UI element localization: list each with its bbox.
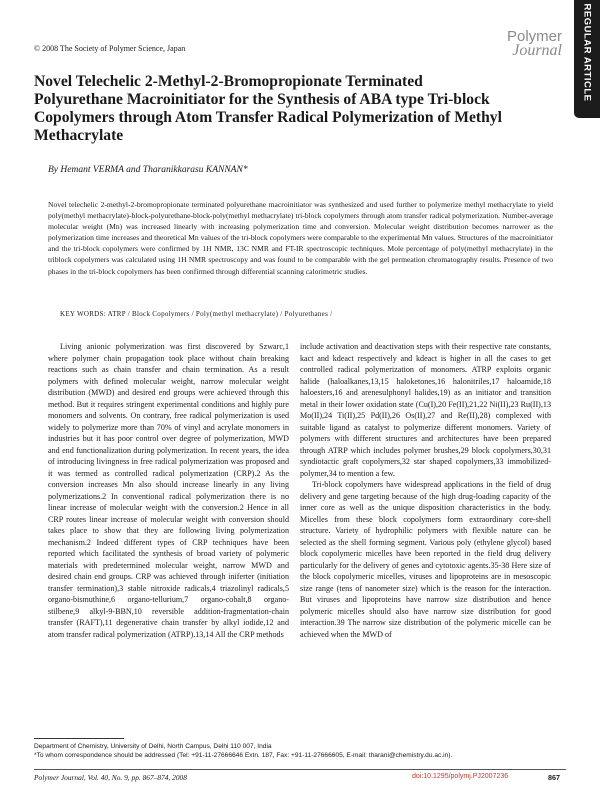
correspondence-note: *To whom correspondence should be addressed (Tel: +91-11-27666646 Extn. 187, Fax: +91-11-27666605, E-mail: tharani@chemistry.du.ac.in).	[34, 752, 453, 759]
section-tab	[574, 0, 600, 118]
footnote	[34, 742, 554, 760]
logo-line-1: Polymer	[506, 28, 562, 45]
page-number: 867	[548, 773, 560, 782]
body-column-left	[48, 341, 289, 640]
author-line: By Hemant VERMA and Tharanikkarasu KANNAN*	[48, 165, 248, 175]
body-paragraph: Tri-block copolymers have widespread applications in the field of drug delivery and gene targeting because of the high drug-loading capacity of the inner core as well as the unique disposition characteristics in the body. Micelles from these block copolymers form extraordinary core-shell structure. Variety of hydrophilic polymers with flexible nature can be selected as the shell forming segment. Various poly (ethylene glycol) based block copolymeric micelles have been reported in the field drug delivery particularly for the delivery of genes and cytotoxic agents.35-38 Here size of the block copolymeric micelles, viruses and lipoproteins are in mesoscopic size range (tens of nanometer size) which is the reason for the interaction. But viruses and lipoproteins have narrow size distribution and hence polymeric micelles should also have narrow size distribution for good interaction.39 The narrow size distribution of the polymeric micelle can be achieved when the MWD of	[300, 480, 551, 639]
section-tab-label: REGULAR ARTICLE	[581, 3, 593, 102]
journal-logo	[492, 30, 562, 58]
abstract: Novel telechelic 2-methyl-2-bromopropionate terminated polyurethane macroinitiator was synthesized and used further to polymerize methyl methacrylate to yield poly(methyl methacrylate)-block-polyurethane-block-poly(methyl methacrylate) tri-block copolymers through atom transfer radical polymerization. Number-average molecular weight (Mn) was increased linearly with increasing polymerization time and conversion. Molecular weight distribution becomes narrower as the polymerization time increases and theoretical Mn values of the tri-block copolymers were comparable to the experimental Mn values. Structures of the macroinitiator and the tri-block copolymers were confirmed by 1H NMR, 13C NMR and FT-IR spectroscopic techniques. Mole percentage of poly(methyl methacrylate) in the triblock copolymers was calculated using 1H NMR spectroscopy and was found to be comparable with the gel permeation chromatography results. Presence of two phases in the tri-block copolymers has been confirmed through differential scanning calorimetric studies.	[48, 200, 553, 276]
footnote-divider	[34, 738, 124, 739]
doi-link[interactable]: doi:10.1295/polymj.PJ2007236	[412, 773, 509, 780]
journal-citation: Polymer Journal, Vol. 40, No. 9, pp. 867–874, 2008	[34, 773, 187, 782]
keywords: KEY WORDS: ATRP / Block Copolymers / Poly(methyl methacrylate) / Polyurethanes /	[60, 310, 333, 318]
footer-divider	[34, 769, 566, 770]
body-paragraph: Living anionic polymerization was first discovered by Szwarc,1 where polymer chain propagation took place without chain breaking reactions such as chain transfer and chain termination. As a result polymers with defined molecular weight, narrow molecular weight distribution (MWD) and desired end groups were achieved through this method. But it requires stringent experimental conditions and highly pure monomers and solvents. On contrary, free radical polymerization is used widely to polymerize more than 70% of vinyl and acrylate monomers in industries but it has poor control over degree of polymerization, MWD and end functionalization during polymerization. In recent years, the idea of introducing livingness in free radical polymerization was proposed and it was termed as controlled radical polymerization (CRP).2 As the conversion increases Mn also should increase linearly in any living polymerizations.2 In conventional radical polymerization there is no linear increase of molecular weight with the conversion.2 Hence in all CRP routes linear increase of molecular weight with conversion should takes place to show that they are following living polymerization mechanism.2 Indeed different types of CRP techniques have been reported which facilitated the synthesis of broad variety of polymeric materials with predetermined molecular weight, narrow MWD and desired chain end groups. CRP was achieved through iniferter (initiation transfer termination),3 stable nitroxide radicals,4 triazolinyl radicals,5 organo-bismuthine,6 organo-tellurium,7 organo-cobalt,8 organo-stilbene,9 alkyl-9-BBN,10 reversible addition-fragmentation-chain transfer (RAFT),11 degenerative chain transfer by alkyl iodide,12 and atom transfer radical polymerization (ATRP).13,14 All the CRP methods	[48, 342, 289, 639]
affiliation: Department of Chemistry, University of Delhi, North Campus, Delhi 110 007, India	[34, 743, 272, 750]
copyright-notice: © 2008 The Society of Polymer Science, Japan	[34, 44, 186, 53]
logo-line-2: Journal	[512, 42, 562, 59]
article-title: Novel Telechelic 2-Methyl-2-Bromopropionate Terminated Polyurethane Macroinitiator for the Synthesis of ABA type Tri-block Copolymers through Atom Transfer Radical Polymerization of Methyl Methacrylate	[34, 73, 502, 144]
body-paragraph: include activation and deactivation steps with their respective rate constants, kact and kdeact respectively and kdeact is higher in all the cases to get controlled radical polymerization of monomers. ATRP exploits organic halide (haloalkanes,13,15 haloketones,16 halonitriles,17 haloamide,18 haloesters,16 and arenesulphonyl halides,19) as an initiator and transition metal in their lower oxidation state (Cu(I),20 Fe(II),21,22 Ni(II),23 Ru(II),13 Mo(II),24 Ti(II),25 Pd(II),26 Os(II),27 and Re(II),28) complexed with suitable ligand as catalyst to polymerize different monomers. Variety of polymers with different structures and architectures have been prepared through ATRP which includes polymer brushes,29 block copolymers,30,31 syndiotactic graft copolymers,32 star shaped copolymers,33 immobilized-polymer,34 to mention a few.	[300, 342, 551, 478]
body-column-right	[300, 341, 551, 640]
